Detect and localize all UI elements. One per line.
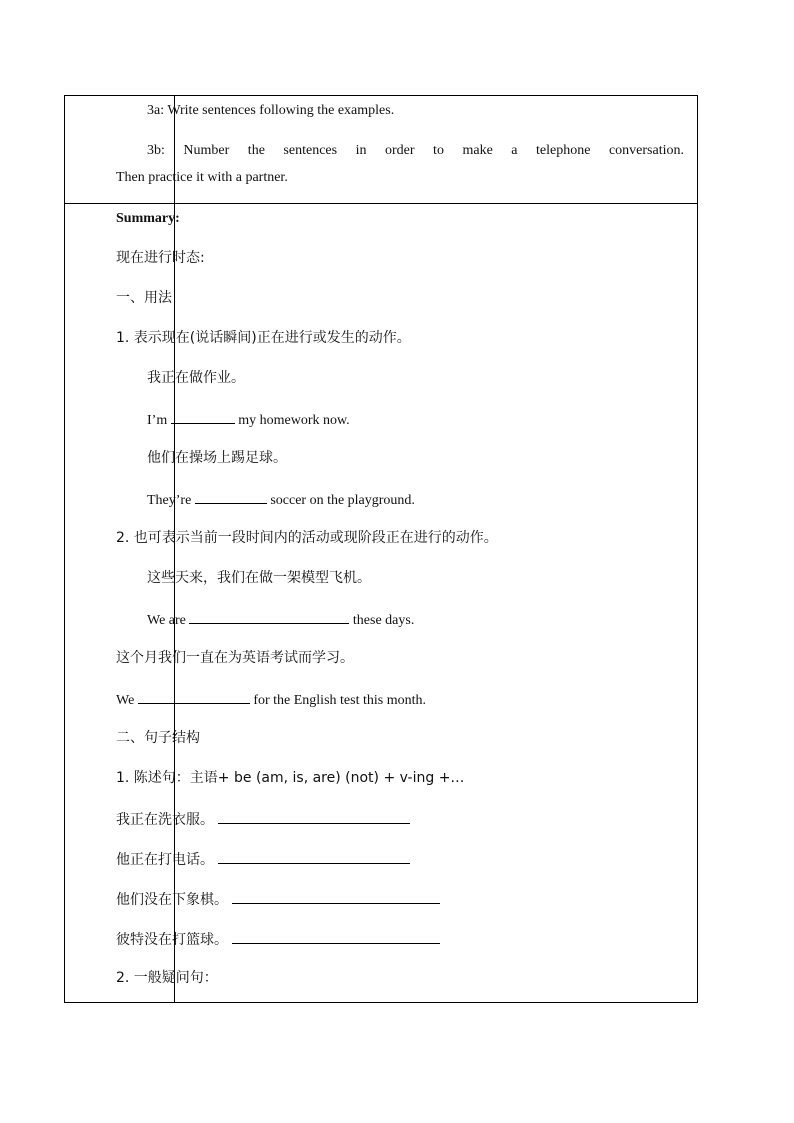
section-structure: 二、句子结构 bbox=[116, 730, 200, 746]
example-3-en bbox=[147, 610, 414, 629]
summary-topic: 现在进行时态: bbox=[116, 250, 205, 266]
example-1-en-end: my homework now. bbox=[238, 413, 350, 428]
example-4-en bbox=[116, 690, 426, 709]
example-3-en-end: these days. bbox=[352, 613, 415, 628]
sentence-4 bbox=[116, 930, 440, 949]
example-2-en bbox=[147, 490, 415, 509]
answer-blank[interactable] bbox=[171, 410, 235, 424]
summary-title: Summary: bbox=[116, 211, 180, 226]
answer-blank[interactable] bbox=[218, 810, 410, 824]
example-4-en-start: We bbox=[116, 693, 135, 708]
example-1-cn: 我正在做作业。 bbox=[147, 370, 245, 386]
answer-blank[interactable] bbox=[138, 690, 250, 704]
sentence-3-cn: 他们没在下象棋。 bbox=[116, 892, 228, 908]
sentence-2 bbox=[116, 850, 410, 869]
answer-blank[interactable] bbox=[218, 850, 410, 864]
answer-blank[interactable] bbox=[232, 890, 440, 904]
sentence-3 bbox=[116, 890, 440, 909]
example-4-cn: 这个月我们一直在为英语考试而学习。 bbox=[116, 650, 354, 666]
task-3a: 3a: Write sentences following the examples. bbox=[147, 103, 395, 118]
row-divider bbox=[65, 203, 697, 204]
usage-item-2: 2. 也可表示当前一段时间内的活动或现阶段正在进行的动作。 bbox=[116, 530, 498, 546]
sentence-4-cn: 彼特没在打篮球。 bbox=[116, 932, 228, 948]
task-3b-line1: 3b: Number the sentences in order to make a telephone conversation. bbox=[147, 143, 684, 158]
answer-blank[interactable] bbox=[195, 490, 267, 504]
task-3b-line2: Then practice it with a partner. bbox=[116, 170, 288, 185]
example-2-en-start: They’re bbox=[147, 493, 192, 508]
example-2-cn: 他们在操场上踢足球。 bbox=[147, 450, 287, 466]
example-1-en-start: I’m bbox=[147, 413, 168, 428]
answer-blank[interactable] bbox=[232, 930, 440, 944]
section-usage: 一、用法 bbox=[116, 290, 172, 306]
example-1-en bbox=[147, 410, 350, 429]
answer-blank[interactable] bbox=[189, 610, 349, 624]
example-4-en-end: for the English test this month. bbox=[253, 693, 426, 708]
structure-statement-text: 1. 陈述句：主语+ be (am, is, are) (not) + v-ing +… bbox=[116, 770, 465, 786]
sentence-1-cn: 我正在洗衣服。 bbox=[116, 812, 214, 828]
example-3-cn: 这些天来，我们在做一架模型飞机。 bbox=[147, 570, 371, 586]
structure-statement bbox=[116, 770, 464, 787]
usage-item-1: 1. 表示现在(说话瞬间)正在进行或发生的动作。 bbox=[116, 330, 411, 346]
sentence-2-cn: 他正在打电话。 bbox=[116, 852, 214, 868]
sentence-1 bbox=[116, 810, 410, 829]
example-3-en-start: We are bbox=[147, 613, 186, 628]
example-2-en-end: soccer on the playground. bbox=[270, 493, 415, 508]
structure-question: 2. 一般疑问句： bbox=[116, 970, 218, 986]
